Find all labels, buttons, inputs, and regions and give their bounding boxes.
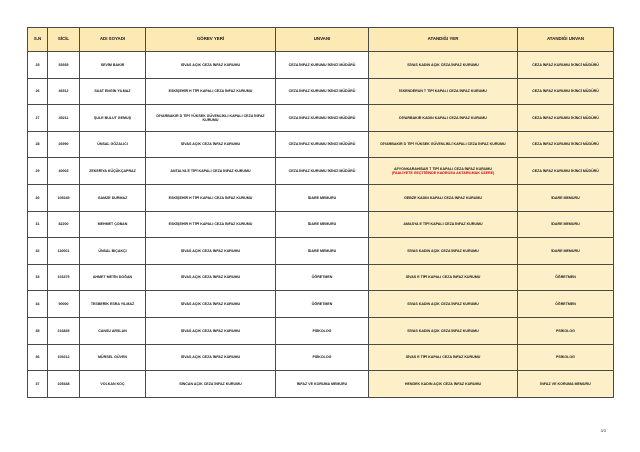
cell-adi-soyadi: ŞULE BULUT GEMUŞ <box>80 105 146 132</box>
cell-sn: 33 <box>28 264 48 291</box>
table-row <box>28 291 614 318</box>
cell-sicil: 105212 <box>48 344 80 371</box>
cell-atandigi-yer <box>369 344 518 371</box>
header-sn: S.N <box>28 28 48 52</box>
cell-unvani: CEZA İNFAZ KURUMU İKİNCİ MÜDÜRÜ <box>276 52 369 79</box>
cell-atandigi-unvan: CEZA İNFAZ KURUMU İKİNCİ MÜDÜRÜ <box>518 105 614 132</box>
cell-atandigi-yer <box>369 158 518 185</box>
cell-sicil: 105348 <box>48 371 80 398</box>
cell-sn: 34 <box>28 291 48 318</box>
cell-atandigi-unvan: İDARE MEMURU <box>518 238 614 265</box>
cell-adi-soyadi: VOLKAN KOÇ <box>80 371 146 398</box>
cell-adi-soyadi: ÜNSAL BIÇAKÇI <box>80 238 146 265</box>
assigned-place-text: SİVAS KADIN AÇIK CEZA İNFAZ KURUMU <box>407 328 479 333</box>
header-unvani: UNVANI <box>276 28 369 52</box>
cell-sicil: 110001 <box>48 238 80 265</box>
cell-gorev-yeri: ESKİŞEHİR H TİPİ KAPALI CEZA İNFAZ KURUMU <box>146 211 276 238</box>
cell-unvani: İDARE MEMURU <box>276 238 369 265</box>
cell-sn: 27 <box>28 105 48 132</box>
assigned-place-text: SİVAS KADIN AÇIK CEZA İNFAZ KURUMU <box>407 301 479 306</box>
cell-atandigi-yer <box>369 52 518 79</box>
header-gorev-yeri: GÖREV YERİ <box>146 28 276 52</box>
table-row <box>28 131 614 158</box>
cell-gorev-yeri: ESKİŞEHİR H TİPİ KAPALI CEZA İNFAZ KURUMU <box>146 78 276 105</box>
cell-sn: 36 <box>28 344 48 371</box>
cell-gorev-yeri: SİVAS AÇIK CEZA İNFAZ KURUMU <box>146 291 276 318</box>
cell-sn: 28 <box>28 131 48 158</box>
cell-atandigi-unvan: ÖĞRETMEN <box>518 264 614 291</box>
cell-atandigi-yer <box>369 131 518 158</box>
assigned-place-text: AMASYA E TİPİ KAPALI CEZA İNFAZ KURUMU <box>403 222 483 227</box>
cell-sicil: 26990 <box>48 131 80 158</box>
assigned-place-note: (FAALİYETE GEÇTİĞİNDE KADROSU AKTARILMAK ÜZERE) <box>391 171 495 176</box>
header-atandigi-yer: ATANDIĞI YER <box>369 28 518 52</box>
cell-adi-soyadi: SEVİM BAKIR <box>80 52 146 79</box>
cell-atandigi-yer <box>369 291 518 318</box>
assigned-place-text: SİVAS KADIN AÇIK CEZA İNFAZ KURUMU <box>407 62 479 67</box>
assigned-place-text: AFYONKARAHİSAR T TİPİ KAPALI CEZA İNFAZ KURUMU <box>393 166 493 171</box>
cell-gorev-yeri: SİVAS AÇIK CEZA İNFAZ KURUMU <box>146 52 276 79</box>
assigned-place-text: HENDEK KADIN AÇIK CEZA İNFAZ KURUMU <box>404 381 482 386</box>
cell-unvani: PSİKOLOG <box>276 344 369 371</box>
cell-sn: 31 <box>28 211 48 238</box>
cell-gorev-yeri: SİVAS AÇIK CEZA İNFAZ KURUMU <box>146 238 276 265</box>
assigned-place-text: SİVAS E TİPİ KAPALI CEZA İNFAZ KURUMU <box>405 275 481 280</box>
cell-adi-soyadi: MEHMET ÇOBAN <box>80 211 146 238</box>
cell-adi-soyadi: GAMZE DURMAZ <box>80 184 146 211</box>
cell-sn: 32 <box>28 238 48 265</box>
cell-sicil: 49211 <box>48 105 80 132</box>
cell-unvani: ÖĞRETMEN <box>276 264 369 291</box>
cell-unvani: PSİKOLOG <box>276 317 369 344</box>
cell-adi-soyadi: CANSU ARSLAN <box>80 317 146 344</box>
cell-atandigi-unvan: İDARE MEMURU <box>518 184 614 211</box>
cell-adi-soyadi: ZEKERİYA KÜÇÜKÇAPRAZ <box>80 158 146 185</box>
cell-gorev-yeri: SİVAS AÇIK CEZA İNFAZ KURUMU <box>146 317 276 344</box>
cell-sicil: 40003 <box>48 158 80 185</box>
cell-atandigi-yer <box>369 211 518 238</box>
assignment-table-container <box>27 27 614 398</box>
cell-gorev-yeri: ESKİŞEHİR H TİPİ KAPALI CEZA İNFAZ KURUMU <box>146 184 276 211</box>
cell-atandigi-unvan: İNFAZ VE KORUMA MEMURU <box>518 371 614 398</box>
cell-atandigi-unvan: PSİKOLOG <box>518 344 614 371</box>
cell-sn: 37 <box>28 371 48 398</box>
table-row <box>28 211 614 238</box>
cell-gorev-yeri: SİNCAN AÇIK CEZA İNFAZ KURUMU <box>146 371 276 398</box>
table-row <box>28 52 614 79</box>
cell-unvani: CEZA İNFAZ KURUMU İKİNCİ MÜDÜRÜ <box>276 78 369 105</box>
cell-atandigi-yer <box>369 184 518 211</box>
cell-gorev-yeri: SİVAS AÇIK CEZA İNFAZ KURUMU <box>146 131 276 158</box>
cell-adi-soyadi: ÜNSAL GÖZALICI <box>80 131 146 158</box>
cell-adi-soyadi: SUAT ENGİN YILMAZ <box>80 78 146 105</box>
cell-unvani: İNFAZ VE KORUMA MEMURU <box>276 371 369 398</box>
header-sicil: SİCİL <box>48 28 80 52</box>
cell-gorev-yeri: ANTALYA E TİPİ KAPALI CEZA İNFAZ KURUMU <box>146 158 276 185</box>
cell-gorev-yeri: DİYARBAKIR D TİPİ YÜKSEK GÜVENLİKLİ KAPALI CEZA İNFAZ KURUMU <box>146 105 276 132</box>
cell-adi-soyadi: TESBERİK ESRA YILMAZ <box>80 291 146 318</box>
cell-atandigi-unvan: CEZA İNFAZ KURUMU İKİNCİ MÜDÜRÜ <box>518 78 614 105</box>
cell-unvani: ÖĞRETMEN <box>276 291 369 318</box>
table-row <box>28 317 614 344</box>
assigned-place-text: İSKENDERUN T TİPİ KAPALI CEZA İNFAZ KURUMU <box>399 89 487 94</box>
cell-sn: 25 <box>28 52 48 79</box>
table-row <box>28 344 614 371</box>
cell-atandigi-unvan: CEZA İNFAZ KURUMU İKİNCİ MÜDÜRÜ <box>518 131 614 158</box>
cell-atandigi-yer <box>369 78 518 105</box>
table-header-row <box>28 28 614 52</box>
cell-atandigi-yer <box>369 238 518 265</box>
table-row <box>28 371 614 398</box>
cell-atandigi-unvan: İDARE MEMURU <box>518 211 614 238</box>
cell-unvani: CEZA İNFAZ KURUMU İKİNCİ MÜDÜRÜ <box>276 131 369 158</box>
assigned-place-text: SİVAS E TİPİ KAPALI CEZA İNFAZ KURUMU <box>405 355 481 360</box>
cell-atandigi-yer <box>369 371 518 398</box>
assigned-place-text: DİYARBAKIR KADIN KAPALI CEZA İNFAZ KURUMU <box>399 115 487 120</box>
cell-atandigi-yer <box>369 264 518 291</box>
cell-sn: 26 <box>28 78 48 105</box>
assigned-place-text: SİVAS KADIN AÇIK CEZA İNFAZ KURUMU <box>407 248 479 253</box>
cell-sicil: 53935 <box>48 52 80 79</box>
cell-atandigi-unvan: PSİKOLOG <box>518 317 614 344</box>
assignment-table <box>27 27 614 398</box>
cell-unvani: İDARE MEMURU <box>276 211 369 238</box>
cell-gorev-yeri: SİVAS AÇIK CEZA İNFAZ KURUMU <box>146 344 276 371</box>
page-number: 3/3 <box>600 428 606 433</box>
cell-atandigi-yer <box>369 105 518 132</box>
assigned-place-text: GEBZE KADIN KAPALI CEZA İNFAZ KURUMU <box>404 195 482 200</box>
table-row <box>28 264 614 291</box>
cell-sicil: 90000 <box>48 291 80 318</box>
cell-sicil: 82200 <box>48 211 80 238</box>
cell-unvani: CEZA İNFAZ KURUMU İKİNCİ MÜDÜRÜ <box>276 158 369 185</box>
cell-sn: 29 <box>28 158 48 185</box>
table-row <box>28 184 614 211</box>
cell-sicil: 103375 <box>48 264 80 291</box>
cell-atandigi-unvan: ÖĞRETMEN <box>518 291 614 318</box>
cell-gorev-yeri: SİVAS AÇIK CEZA İNFAZ KURUMU <box>146 264 276 291</box>
cell-sicil: 105245 <box>48 184 80 211</box>
cell-sicil: 46512 <box>48 78 80 105</box>
cell-atandigi-yer <box>369 317 518 344</box>
table-row <box>28 105 614 132</box>
cell-sn: 30 <box>28 184 48 211</box>
cell-unvani: İDARE MEMURU <box>276 184 369 211</box>
cell-sicil: 216845 <box>48 317 80 344</box>
header-adi-soyadi: ADI SOYADI <box>80 28 146 52</box>
cell-unvani: CEZA İNFAZ KURUMU İKİNCİ MÜDÜRÜ <box>276 105 369 132</box>
cell-atandigi-unvan: CEZA İNFAZ KURUMU İKİNCİ MÜDÜRÜ <box>518 158 614 185</box>
cell-adi-soyadi: MÜRSEL GÜVEN <box>80 344 146 371</box>
table-row <box>28 78 614 105</box>
table-row <box>28 158 614 185</box>
table-row <box>28 238 614 265</box>
cell-atandigi-unvan: CEZA İNFAZ KURUMU İKİNCİ MÜDÜRÜ <box>518 52 614 79</box>
header-atandigi-unvan: ATANDIĞI UNVAN <box>518 28 614 52</box>
assigned-place-text: DİYARBAKIR D TİPİ YÜKSEK GÜVENLİKLİ KAPALI CEZA İNFAZ KURUMU <box>380 142 506 147</box>
cell-sn: 35 <box>28 317 48 344</box>
cell-adi-soyadi: AHMET METİN DOĞAN <box>80 264 146 291</box>
